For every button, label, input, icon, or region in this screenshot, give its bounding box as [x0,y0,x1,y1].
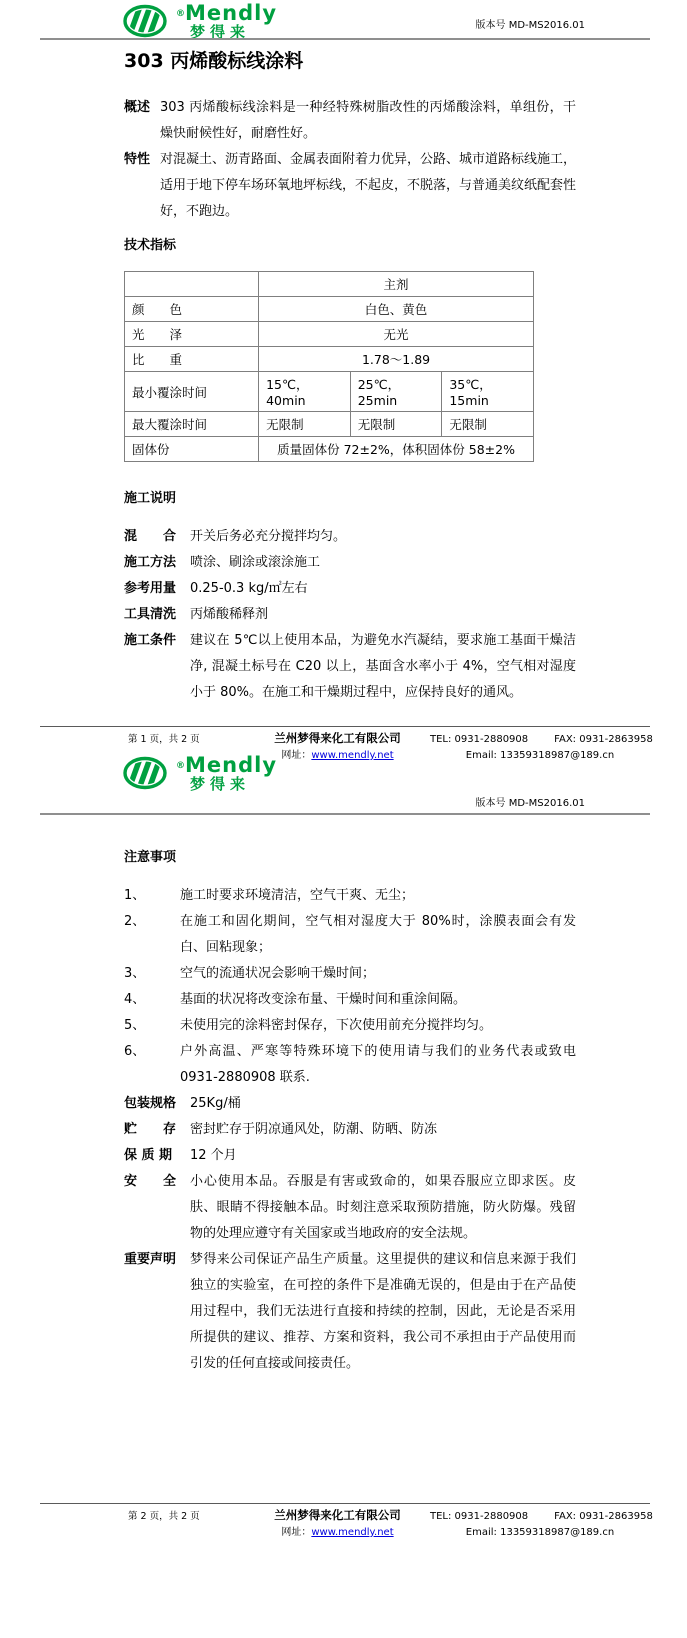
construction-row-mixing [124,524,576,550]
table-cell-recoat-max-1: 无限制 [259,412,351,437]
table-row [125,297,534,322]
table-cell-recoat-max-3: 无限制 [442,412,534,437]
feature-label: 特性 [124,152,151,167]
construction-row-conditions [124,628,576,706]
website-label: 网址： [281,750,312,761]
brand-logo [123,755,277,792]
header-divider [40,813,650,815]
note-number: 5、 [124,1018,146,1033]
page-2 [0,737,687,1638]
storage-label: 贮 存 [124,1122,177,1137]
table-cell-recoat-min-label: 最小覆涂时间 [125,372,259,412]
version-label: 版本号 MD-MS2016.01 [475,20,585,31]
brand-name-cn: 梦得来 [190,23,251,41]
brand-logo [123,3,277,40]
tel: TEL: 0931-2880908 [430,734,529,745]
table-cell-recoat-max-label: 最大覆涂时间 [125,412,259,437]
packaging-row [124,1091,576,1117]
note-text: 户外高温、严寒等特殊环境下的使用请与我们的业务代表或致电 0931-2880908 联系. [180,1044,576,1085]
note-text: 基面的状况将改变涂布量、干燥时间和重涂间隔。 [180,992,467,1007]
company-name: 兰州梦得来化工有限公司 [274,1508,401,1522]
table-row [125,372,534,412]
method-text: 喷涂、刷涂或滚涂施工 [190,555,321,570]
safety-text: 小心使用本品。吞服是有害或致命的，如果吞服应立即求医。皮肤、眼睛不得接触本品。时刻注意采取预防措施，防火防爆。残留物的处理应遵守有关国家或当地政府的安全法规。 [190,1174,576,1241]
table-cell-color-label: 颜 色 [125,297,259,322]
note-number: 6、 [124,1044,146,1059]
table-cell-color-value: 白色、黄色 [259,297,534,322]
shelf-life-row [124,1143,576,1169]
table-cell-recoat-max-2: 无限制 [350,412,442,437]
note-item-6 [124,1039,576,1091]
note-number: 4、 [124,992,146,1007]
construction-heading: 施工说明 [124,491,177,506]
table-cell-recoat-min-15: 15℃，40min [259,372,351,412]
feature-row [124,147,576,225]
note-item-3 [124,961,576,987]
mendly-logo-icon [123,3,171,39]
note-text: 未使用完的涂料密封保存，下次使用前充分搅拌均匀。 [180,1018,493,1033]
mixing-text: 开关后务必充分搅拌均匀。 [190,529,347,544]
header-divider [40,38,650,40]
disclaimer-row [124,1247,576,1377]
tel-fax [430,1511,653,1522]
method-label: 施工方法 [124,555,177,570]
registered-mark: ® [176,9,185,19]
note-item-2 [124,909,576,961]
overview-text: 303 丙烯酸标线涂料是一种经特殊树脂改性的丙烯酸涂料，单组份，干燥快耐候性好，耐磨性好。 [160,100,576,141]
note-text: 空气的流通状况会影响干燥时间； [180,966,376,981]
page-number: 第 2 页，共 2 页 [128,1511,200,1522]
construction-row-cleaning [124,602,576,628]
table-cell-gloss-label: 光 泽 [125,322,259,347]
page-number: 第 1 页，共 2 页 [128,734,200,745]
tel: TEL: 0931-2880908 [430,1511,529,1522]
conditions-label: 施工条件 [124,633,177,648]
note-item-4 [124,987,576,1013]
page1-content [124,46,576,706]
note-number: 2、 [124,914,146,929]
packaging-label: 包装规格 [124,1096,177,1111]
note-number: 3、 [124,966,146,981]
table-cell-recoat-min-25: 25℃，25min [350,372,442,412]
tech-indicators-heading: 技术指标 [124,238,177,253]
disclaimer-text: 梦得来公司保证产品生产质量。这里提供的建议和信息来源于我们独立的实验室，在可控的条件下是准确无误的，但是由于在产品使用过程中，我们无法进行直接和持续的控制，因此，无论是否采用所提供的建议、推荐、方案和资料，我公司不承担由于产品使用而引发的任何直接或间接责任。 [190,1252,576,1371]
table-cell-gloss-value: 无光 [259,322,534,347]
website-label: 网址： [281,1527,312,1538]
table-cell-solids-value: 质量固体份 72±2%，体积固体份 58±2% [259,437,534,462]
overview-row [124,95,576,147]
fax: FAX: 0931-2863958 [554,734,653,745]
table-cell-recoat-min-35: 35℃，15min [442,372,534,412]
page2-content [124,837,576,1377]
conditions-text: 建议在 5℃以上使用本品，为避免水汽凝结，要求施工基面干燥洁净, 混凝土标号在 C20 以上，基面含水率小于 4%，空气相对湿度小于 80%。在施工和干燥期过程中，应保持良好的通风。 [190,633,576,700]
registered-mark: ® [176,761,185,771]
tech-table [124,271,534,462]
dosage-label: 参考用量 [124,581,177,596]
brand-name-en: Mendly [185,753,278,777]
table-cell-gravity-label: 比 重 [125,347,259,372]
notes-heading: 注意事项 [124,850,177,865]
table-row [125,322,534,347]
packaging-text: 25Kg/桶 [190,1096,241,1111]
note-text: 施工时要求环境清洁，空气干爽、无尘； [180,888,415,903]
fax: FAX: 0931-2863958 [554,1511,653,1522]
mixing-label: 混 合 [124,529,177,544]
table-row [125,272,534,297]
doc-title: 303 丙烯酸标线涂料 [124,50,304,72]
shelf-life-text: 12 个月 [190,1148,237,1163]
page-1 [0,0,687,761]
page2-footer [40,1503,653,1538]
table-cell-solids-label: 固体份 [125,437,259,462]
table-row [125,347,534,372]
brand-name-en: Mendly [185,1,278,25]
feature-text: 对混凝土、沥青路面、金属表面附着力优异，公路、城市道路标线施工，适用于地下停车场环氧地坪标线，不起皮，不脱落，与普通美纹纸配套性好，不跑边。 [160,152,577,219]
website-link[interactable]: www.mendly.net [311,1527,394,1538]
cleaning-label: 工具清洗 [124,607,177,622]
version-label: 版本号 MD-MS2016.01 [475,798,585,809]
safety-label: 安 全 [124,1174,177,1189]
shelf-life-label: 保 质 期 [124,1148,173,1163]
construction-row-method [124,550,576,576]
storage-text: 密封贮存于阴凉通风处，防潮、防晒、防冻 [190,1122,438,1137]
construction-row-dosage [124,576,576,602]
table-cell-main-agent: 主剂 [259,272,534,297]
mendly-logo-icon [123,755,171,791]
disclaimer-label: 重要声明 [124,1252,177,1267]
storage-row [124,1117,576,1143]
overview-label: 概述 [124,100,151,115]
note-item-5 [124,1013,576,1039]
website-row [245,1523,430,1538]
safety-row [124,1169,576,1247]
note-item-1 [124,883,576,909]
website-link[interactable]: www.mendly.net [311,750,394,761]
cleaning-text: 丙烯酸稀释剂 [190,607,269,622]
company-name: 兰州梦得来化工有限公司 [274,731,401,745]
table-cell-gravity-value: 1.78～1.89 [259,347,534,372]
table-cell-empty [125,272,259,297]
note-text: 在施工和固化期间，空气相对湿度大于 80%时，涂膜表面会有发白、回粘现象； [180,914,576,955]
brand-name-cn: 梦得来 [190,775,251,793]
table-row [125,437,534,462]
email: Email: 13359318987@189.cn [465,1527,615,1538]
table-row [125,412,534,437]
dosage-text: 0.25-0.3 kg/㎡左右 [190,581,308,596]
email: Email: 13359318987@189.cn [465,750,615,761]
note-number: 1、 [124,888,146,903]
